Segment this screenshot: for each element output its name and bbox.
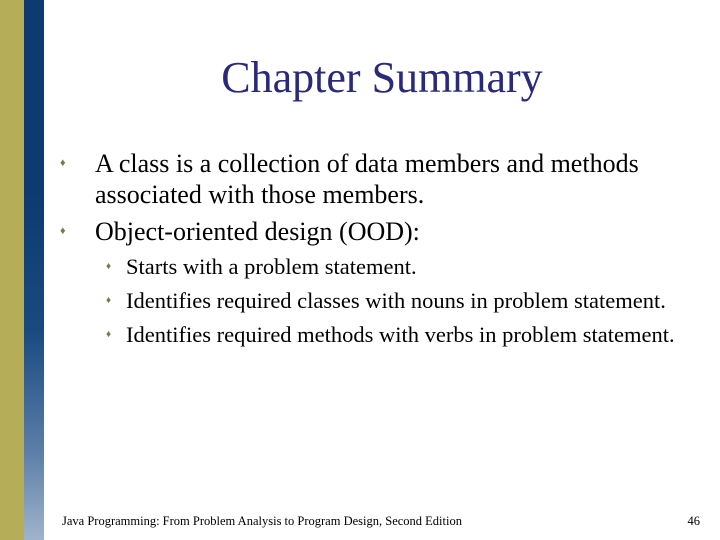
footer-source: Java Programming: From Problem Analysis to Program Design, Second Edition: [62, 514, 462, 528]
bullet-diamond-icon: ♦: [60, 225, 66, 237]
bullet-diamond-icon: ♦: [106, 295, 112, 306]
bullet-text: A class is a collection of data members and methods associated with those members.: [95, 149, 639, 209]
left-navy-gradient: [24, 190, 44, 540]
bullet-item: [60, 216, 700, 247]
left-olive-stripe: [0, 0, 24, 540]
bullet-diamond-icon: ♦: [106, 329, 112, 340]
bullet-item: [60, 148, 700, 210]
bullet-text: Identifies required methods with verbs in problem statement.: [126, 322, 675, 347]
sub-bullet-item: [60, 287, 700, 315]
slide-title: Chapter Summary: [221, 53, 543, 102]
bullet-text: Identifies required classes with nouns in problem statement.: [126, 288, 666, 313]
bullet-list: [60, 148, 700, 355]
bullet-diamond-icon: ♦: [60, 157, 66, 169]
sub-bullet-item: [60, 321, 700, 349]
page-number: 46: [687, 514, 700, 528]
sub-bullet-item: [60, 253, 700, 281]
bullet-diamond-icon: ♦: [106, 261, 112, 272]
bullet-text: Starts with a problem statement.: [126, 254, 417, 279]
bullet-text: Object-oriented design (OOD):: [95, 217, 420, 246]
